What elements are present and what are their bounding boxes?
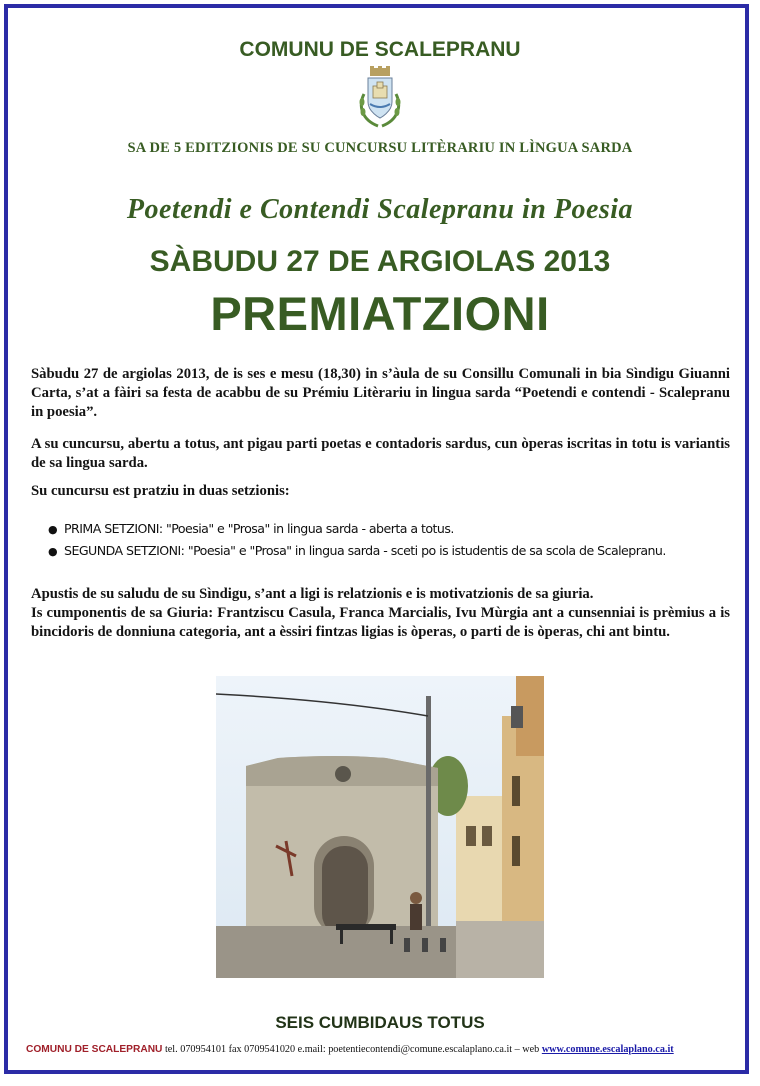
participants-paragraph: A su cuncursu, abertu a totus, ant pigau parti poetas e contadoris sardus, cun òperas iscritas in totu is variantis de sa lingua sarda. xyxy=(31,436,730,471)
section-second: SEGUNDA SETZIONI: "Poesia" e "Prosa" in lingua sarda - sceti po is istudentis de sa scola de Scalepranu. xyxy=(64,543,666,558)
municipality-name: COMUNU DE SCALEPRANU xyxy=(239,38,521,61)
jury-paragraph xyxy=(31,585,730,642)
municipal-crest-icon xyxy=(356,66,404,130)
bullet-icon: ● xyxy=(48,545,58,558)
church-photo xyxy=(216,676,544,978)
website-link[interactable]: www.comune.escalaplano.ca.it xyxy=(541,1044,674,1055)
footer-org: COMUNU DE SCALEPRANU xyxy=(26,1044,163,1055)
event-date: SÀBUDU 27 DE ARGIOLAS 2013 xyxy=(149,245,611,278)
intro-paragraph: Sàbudu 27 de argiolas 2013, de is ses e mesu (18,30) in s’àula de su Consillu Comunali in bia Sìndigu Giuanni Carta, s’at a fàiri sa festa de acabbu de su Prémiu Litèrariu in lingua sarda “Poetendi e contendi - Scalepranu in poesia”. xyxy=(31,366,730,420)
event-title: Poetendi e Contendi Scalepranu in Poesia xyxy=(126,194,634,225)
greeting-line: Apustis de su saludu de su Sìndigu, s’ant a ligi is relatzionis e is motivatzionis de sa giuria. xyxy=(31,586,594,602)
footer-contact-info: tel. 070954101 fax 0709541020 e.mail: poetentiecontendi@comune.escalaplano.ca.it – web xyxy=(162,1044,542,1055)
contest-subtitle: SA DE 5 EDITZIONIS DE SU CUNCURSU LITÈRARIU IN LÌNGUA SARDA xyxy=(127,140,633,156)
section-first: PRIMA SETZIONI: "Poesia" e "Prosa" in lingua sarda - aberta a totus. xyxy=(64,521,454,536)
event-heading: PREMIATZIONI xyxy=(210,287,550,340)
sections-list xyxy=(48,518,666,562)
list-item xyxy=(48,540,666,562)
jury-line: Is cumponentis de sa Giuria: Frantziscu Casula, Franca Marcialis, Ivu Mùrgia ant a cunsenniai is prèmius a is bincidoris de donniuna categoria, ant a èssiri fintzas ligias is òperas, o parti de is òperas, chi ant bintu. xyxy=(31,605,730,640)
bullet-icon: ● xyxy=(48,523,58,536)
closing-invitation: SEIS CUMBIDAUS TOTUS xyxy=(275,1013,485,1032)
footer-contacts xyxy=(26,1044,746,1055)
sections-intro: Su cuncursu est pratziu in duas setzionis: xyxy=(31,483,290,499)
list-item xyxy=(48,518,666,540)
